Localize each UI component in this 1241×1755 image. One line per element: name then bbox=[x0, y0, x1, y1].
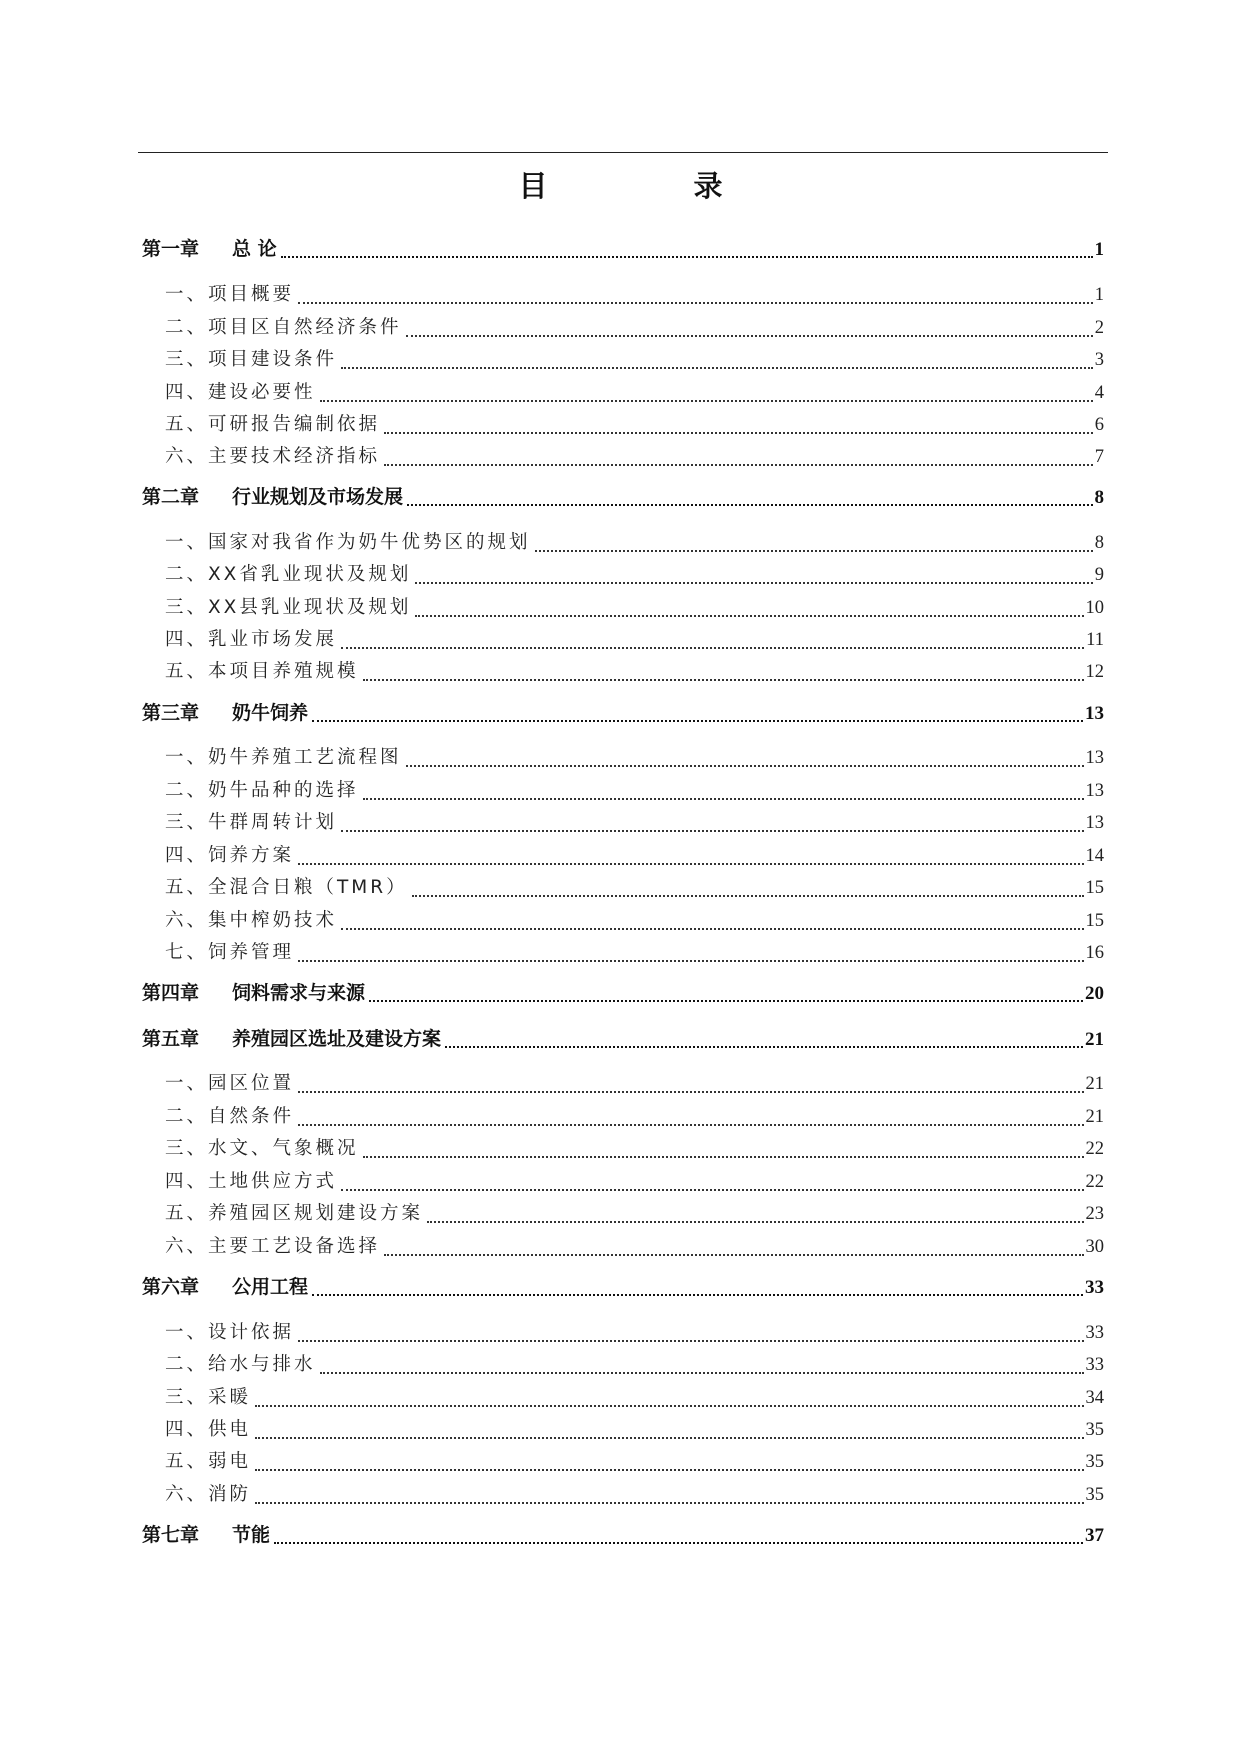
dot-leader bbox=[412, 895, 1084, 897]
dot-leader bbox=[312, 1294, 1083, 1296]
dot-leader bbox=[384, 432, 1093, 434]
toc-section-entry[interactable] bbox=[165, 560, 1104, 590]
toc-section-entry[interactable] bbox=[165, 410, 1104, 440]
toc-section-entry[interactable] bbox=[165, 442, 1104, 472]
toc-section-entry[interactable] bbox=[165, 841, 1104, 871]
page-number: 34 bbox=[1085, 1388, 1104, 1408]
dot-leader bbox=[415, 582, 1092, 584]
entry-title: 行业规划及市场发展 bbox=[232, 486, 404, 508]
toc-section-entry[interactable] bbox=[165, 1383, 1104, 1413]
toc-section-entry[interactable] bbox=[165, 1415, 1104, 1445]
page-number: 1 bbox=[1094, 285, 1104, 305]
toc-chapter-entry[interactable] bbox=[142, 482, 1104, 512]
toc-section-entry[interactable] bbox=[165, 743, 1104, 773]
toc-section-entry[interactable] bbox=[165, 313, 1104, 343]
entry-title: 二、奶牛品种的选择 bbox=[165, 780, 359, 801]
page-number: 33 bbox=[1085, 1277, 1104, 1298]
entry-title: 二、给水与排水 bbox=[165, 1354, 316, 1375]
page-number: 35 bbox=[1085, 1420, 1104, 1440]
toc-section-entry[interactable] bbox=[165, 873, 1104, 903]
toc-chapter-entry[interactable] bbox=[142, 1272, 1104, 1302]
toc-section-entry[interactable] bbox=[165, 938, 1104, 968]
dot-leader bbox=[320, 1372, 1084, 1374]
toc-title: 目 录 bbox=[518, 169, 791, 203]
page-number: 6 bbox=[1094, 415, 1104, 435]
dot-leader bbox=[407, 504, 1092, 506]
entry-title: 一、项目概要 bbox=[165, 284, 295, 305]
page-number: 12 bbox=[1085, 662, 1104, 682]
toc-section-entry[interactable] bbox=[165, 1447, 1104, 1477]
toc-section-entry[interactable] bbox=[165, 378, 1104, 408]
toc-section-entry[interactable] bbox=[165, 1199, 1104, 1229]
chapter-number: 第四章 bbox=[142, 982, 200, 1004]
dot-leader bbox=[255, 1437, 1083, 1439]
dot-leader bbox=[384, 1254, 1083, 1256]
entry-title: 二、项目区自然经济条件 bbox=[165, 317, 402, 338]
entry-title: 四、建设必要性 bbox=[165, 382, 316, 403]
chapter-number: 第五章 bbox=[142, 1028, 200, 1050]
entry-title: 六、集中榨奶技术 bbox=[165, 910, 338, 931]
dot-leader bbox=[445, 1046, 1083, 1048]
dot-leader bbox=[255, 1469, 1083, 1471]
toc-chapter-entry[interactable] bbox=[142, 698, 1104, 728]
dot-leader bbox=[281, 256, 1093, 258]
toc-section-entry[interactable] bbox=[165, 1480, 1104, 1510]
toc-section-entry[interactable] bbox=[165, 345, 1104, 375]
chapter-number: 第七章 bbox=[142, 1524, 200, 1546]
entry-title: 三、水文、气象概况 bbox=[165, 1138, 359, 1159]
dot-leader bbox=[406, 765, 1084, 767]
toc-section-entry[interactable] bbox=[165, 1167, 1104, 1197]
entry-title: 七、饲养管理 bbox=[165, 942, 295, 963]
entry-title: 四、饲养方案 bbox=[165, 845, 295, 866]
chapter-number: 第六章 bbox=[142, 1276, 200, 1298]
entry-title: 五、弱电 bbox=[165, 1451, 252, 1472]
entry-title: 一、国家对我省作为奶牛优势区的规划 bbox=[165, 532, 531, 553]
entry-title: 公用工程 bbox=[232, 1276, 309, 1298]
page-number: 13 bbox=[1085, 813, 1104, 833]
page-number: 4 bbox=[1094, 383, 1104, 403]
dot-leader bbox=[341, 928, 1083, 930]
entry-title: 五、本项目养殖规模 bbox=[165, 661, 359, 682]
entry-title: 六、主要工艺设备选择 bbox=[165, 1236, 381, 1257]
toc-section-entry[interactable] bbox=[165, 1318, 1104, 1348]
entry-title: 三、项目建设条件 bbox=[165, 349, 338, 370]
toc-section-entry[interactable] bbox=[165, 625, 1104, 655]
page-number: 35 bbox=[1085, 1485, 1104, 1505]
dot-leader bbox=[535, 550, 1093, 552]
toc-section-entry[interactable] bbox=[165, 657, 1104, 687]
entry-title: 养殖园区选址及建设方案 bbox=[232, 1028, 442, 1050]
entry-title: 五、养殖园区规划建设方案 bbox=[165, 1203, 424, 1224]
page-number: 22 bbox=[1085, 1139, 1104, 1159]
toc-chapter-entry[interactable] bbox=[142, 234, 1104, 264]
page-number: 13 bbox=[1085, 703, 1104, 724]
page-number: 8 bbox=[1094, 487, 1104, 508]
toc-section-entry[interactable] bbox=[165, 593, 1104, 623]
entry-title: 四、土地供应方式 bbox=[165, 1171, 338, 1192]
toc-section-entry[interactable] bbox=[165, 906, 1104, 936]
page-number: 1 bbox=[1094, 239, 1104, 260]
dot-leader bbox=[255, 1502, 1083, 1504]
page-number: 2 bbox=[1094, 318, 1104, 338]
chapter-number: 第三章 bbox=[142, 702, 200, 724]
entry-title: 饲料需求与来源 bbox=[232, 982, 366, 1004]
dot-leader bbox=[406, 335, 1093, 337]
dot-leader bbox=[298, 1091, 1083, 1093]
dot-leader bbox=[298, 863, 1083, 865]
entry-title: 五、可研报告编制依据 bbox=[165, 414, 381, 435]
toc-section-entry[interactable] bbox=[165, 1350, 1104, 1380]
page-number: 13 bbox=[1085, 748, 1104, 768]
entry-title: 二、自然条件 bbox=[165, 1106, 295, 1127]
toc-section-entry[interactable] bbox=[165, 1134, 1104, 1164]
page-number: 21 bbox=[1085, 1074, 1104, 1094]
dot-leader bbox=[298, 1340, 1083, 1342]
page-number: 30 bbox=[1085, 1237, 1104, 1257]
entry-title: 总 论 bbox=[232, 238, 277, 260]
toc-section-entry[interactable] bbox=[165, 1069, 1104, 1099]
page-number: 14 bbox=[1085, 846, 1104, 866]
page-number: 3 bbox=[1094, 350, 1104, 370]
toc-section-entry[interactable] bbox=[165, 776, 1104, 806]
page-number: 20 bbox=[1085, 983, 1104, 1004]
entry-title: 四、供电 bbox=[165, 1419, 252, 1440]
page-number: 21 bbox=[1085, 1107, 1104, 1127]
page-number: 23 bbox=[1085, 1204, 1104, 1224]
page-number: 35 bbox=[1085, 1452, 1104, 1472]
page-number: 15 bbox=[1085, 911, 1104, 931]
dot-leader bbox=[298, 960, 1083, 962]
dot-leader bbox=[341, 647, 1084, 649]
toc-section-entry[interactable] bbox=[165, 1102, 1104, 1132]
toc-section-entry[interactable] bbox=[165, 528, 1104, 558]
dot-leader bbox=[369, 1000, 1083, 1002]
dot-leader bbox=[363, 679, 1084, 681]
dot-leader bbox=[341, 830, 1083, 832]
dot-leader bbox=[312, 720, 1083, 722]
entry-title: 节能 bbox=[232, 1524, 271, 1546]
entry-title: 六、消防 bbox=[165, 1484, 252, 1505]
entry-title: 一、园区位置 bbox=[165, 1073, 295, 1094]
entry-title: 二、XX省乳业现状及规划 bbox=[165, 564, 412, 585]
dot-leader bbox=[341, 367, 1093, 369]
toc-chapter-entry[interactable] bbox=[142, 1024, 1104, 1054]
dot-leader bbox=[274, 1542, 1083, 1544]
entry-title: 六、主要技术经济指标 bbox=[165, 446, 381, 467]
page-number: 10 bbox=[1085, 598, 1104, 618]
entry-title: 三、牛群周转计划 bbox=[165, 812, 338, 833]
entry-title: 四、乳业市场发展 bbox=[165, 629, 338, 650]
page-number: 13 bbox=[1085, 781, 1104, 801]
dot-leader bbox=[427, 1221, 1083, 1223]
toc-section-entry[interactable] bbox=[165, 808, 1104, 838]
toc-chapter-entry[interactable] bbox=[142, 1520, 1104, 1550]
page-number: 21 bbox=[1085, 1029, 1104, 1050]
page-number: 9 bbox=[1094, 565, 1104, 585]
page-number: 8 bbox=[1094, 533, 1104, 553]
page-number: 7 bbox=[1094, 447, 1104, 467]
page-number: 37 bbox=[1085, 1525, 1104, 1546]
dot-leader bbox=[320, 400, 1093, 402]
page-number: 15 bbox=[1085, 878, 1104, 898]
dot-leader bbox=[255, 1405, 1083, 1407]
chapter-number: 第一章 bbox=[142, 238, 200, 260]
dot-leader bbox=[363, 798, 1084, 800]
entry-title: 三、XX县乳业现状及规划 bbox=[165, 597, 412, 618]
entry-title: 三、采暖 bbox=[165, 1387, 252, 1408]
dot-leader bbox=[415, 615, 1083, 617]
toc-chapter-entry[interactable] bbox=[142, 978, 1104, 1008]
page-number: 16 bbox=[1085, 943, 1104, 963]
page-number: 11 bbox=[1086, 630, 1104, 650]
entry-title: 一、设计依据 bbox=[165, 1322, 295, 1343]
page-number: 22 bbox=[1085, 1172, 1104, 1192]
toc-section-entry[interactable] bbox=[165, 280, 1104, 310]
dot-leader bbox=[363, 1156, 1084, 1158]
dot-leader bbox=[384, 464, 1093, 466]
chapter-number: 第二章 bbox=[142, 486, 200, 508]
dot-leader bbox=[298, 1124, 1083, 1126]
page-number: 33 bbox=[1085, 1355, 1104, 1375]
dot-leader bbox=[341, 1189, 1083, 1191]
entry-title: 奶牛饲养 bbox=[232, 702, 309, 724]
entry-title: 五、全混合日粮（TMR） bbox=[165, 877, 408, 898]
page-number: 33 bbox=[1085, 1323, 1104, 1343]
toc-section-entry[interactable] bbox=[165, 1232, 1104, 1262]
dot-leader bbox=[298, 302, 1093, 304]
entry-title: 一、奶牛养殖工艺流程图 bbox=[165, 747, 402, 768]
